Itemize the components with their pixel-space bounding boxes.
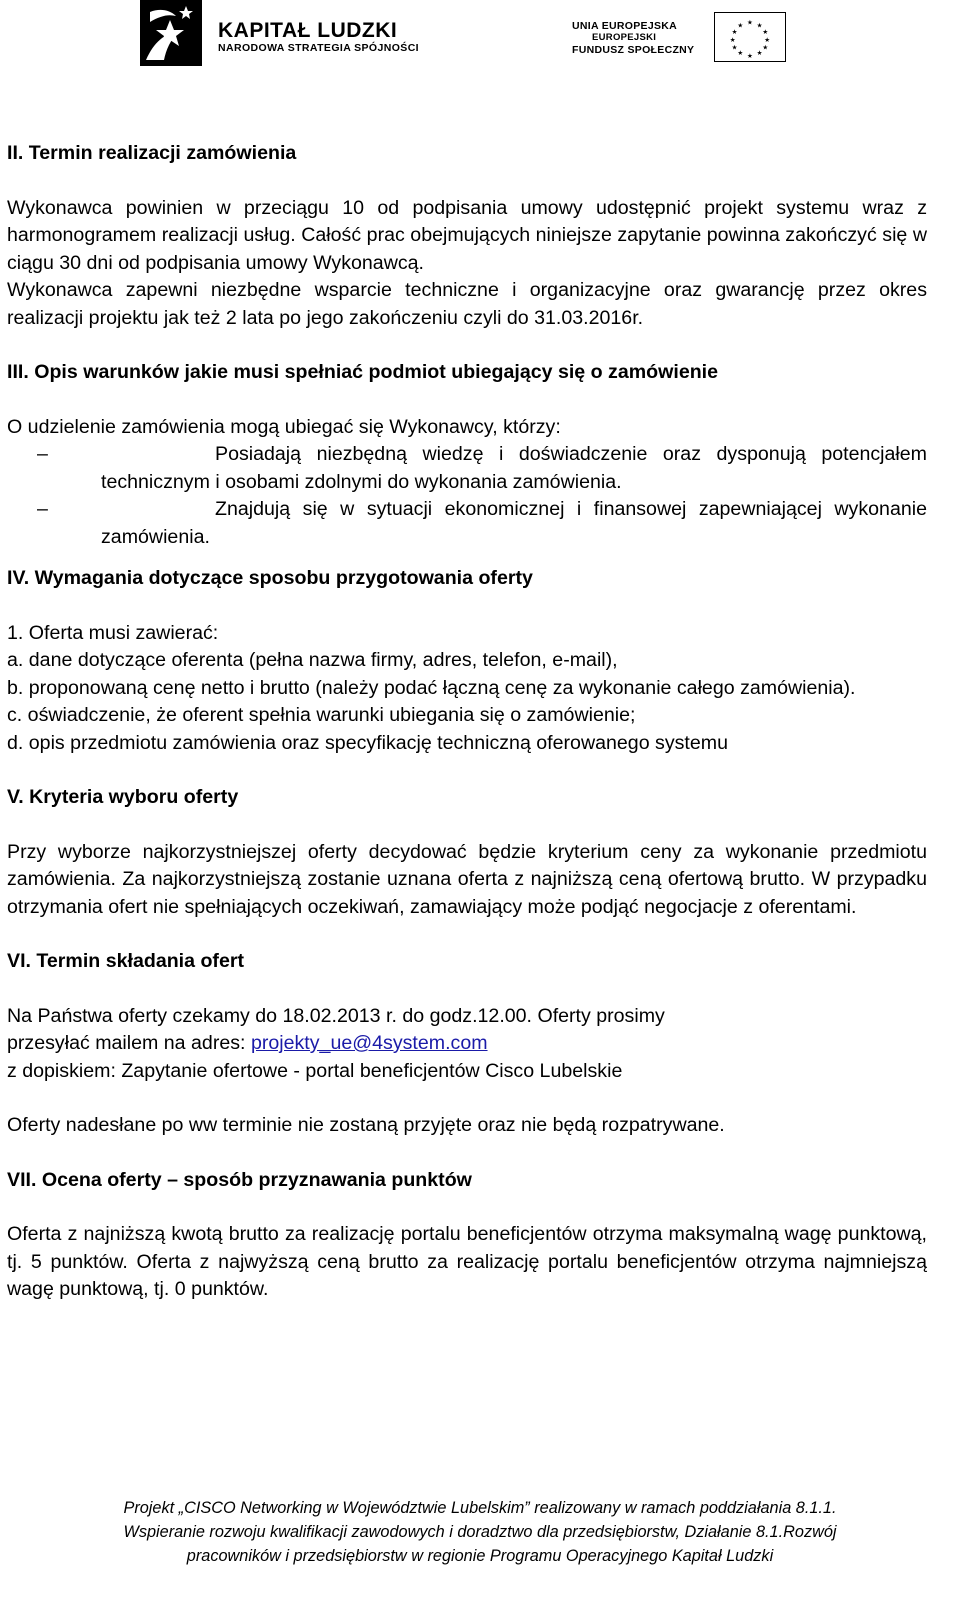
footer-line-1: Projekt „CISCO Networking w Województwie Lubelskim” realizowany w ramach poddziałania 8.1.1.: [123, 1499, 837, 1517]
svg-text:★: ★: [762, 29, 769, 37]
page-header: [0, 0, 960, 80]
footer-line-3: pracowników i przedsiębiorstw w regionie Programu Operacyjnego Kapitał Ludzki: [186, 1547, 774, 1565]
email-link[interactable]: projekty_ue@4system.com: [250, 1032, 488, 1054]
section-4-intro: 1. Oferta musi zawierać:: [7, 621, 219, 644]
section-3-intro: O udzielenie zamówienia mogą ubiegać się Wykonawcy, którzy:: [7, 415, 561, 438]
section-4-heading: IV. Wymagania dotyczące sposobu przygotowania oferty: [7, 567, 533, 589]
svg-text:★: ★: [764, 36, 771, 44]
kapital-ludzki-emblem-icon: [140, 0, 202, 66]
section-2-paragraph-2: Wykonawca zapewni niezbędne wsparcie techniczne i organizacyjne oraz gwarancję przez okres realizacji projektu jak też 2 lata po jego zakończeniu czyli do 31.03.2016r.: [7, 279, 927, 329]
list-item: a. dane dotyczące oferenta (pełna nazwa firmy, adres, telefon, e-mail),: [7, 649, 618, 671]
section-7-heading: VII. Ocena oferty – sposób przyznawania punktów: [7, 1168, 472, 1191]
eu-logo: [572, 12, 852, 68]
list-item: [7, 441, 927, 496]
eu-flag-icon: [714, 12, 786, 62]
section-5-paragraph: Przy wyborze najkorzystniejszej oferty decydować będzie kryterium ceny za wykonanie przedmiotu zamówienia. Za najkorzystniejszą zostanie uznana oferta z najniższą ceną ofertową brutto. W przypadku otrzymania ofert nie spełniających oczekiwań, zamawiający może podjąć negocjacje z oferentami.: [7, 840, 927, 918]
footer-line-2: Wspieranie rozwoju kwalifikacji zawodowych i doradztwo dla przedsiębiorstw, Działanie 8.1.Rozwój: [123, 1523, 837, 1541]
svg-text:★: ★: [756, 22, 763, 30]
section-3-heading: III. Opis warunków jakie musi spełniać podmiot ubiegający się o zamówienie: [7, 361, 719, 383]
logo-title: KAPITAŁ LUDZKI: [218, 19, 398, 42]
list-item: b. proponowaną cenę netto i brutto (należy podać łączną cenę za wykonanie całego zamówienia).: [7, 676, 856, 699]
eu-logo-line3: FUNDUSZ SPOŁECZNY: [572, 44, 695, 56]
dash-bullet: –: [37, 443, 48, 465]
section-7-paragraph: Oferta z najniższą kwotą brutto za realizację portalu beneficjentów otrzyma maksymalną wagę punktową, tj. 5 punktów. Oferta z najwyższą ceną brutto za realizację portalu beneficjentów otrzyma najmniejszą wagę punktową, tj. 0 punktów.: [7, 1223, 927, 1300]
list-item-text: Posiadają niezbędną wiedzę i doświadczenie oraz dysponują potencjałem technicznym i osobami zdolnymi do wykonania zamówienia.: [101, 443, 927, 493]
section-6-paragraph-2: Oferty nadesłane po ww terminie nie zostaną przyjęte oraz nie będą rozpatrywane.: [7, 1114, 725, 1136]
svg-text:★: ★: [731, 44, 738, 52]
section-6-line-1: Na Państwa oferty czekamy do 18.02.2013 r. do godz.12.00. Oferty prosimy: [7, 1004, 665, 1027]
section-2-paragraph-1: Wykonawca powinien w przeciągu 10 od podpisania umowy udostępnić projekt systemu wraz z harmonogramem realizacji usług. Całość prac obejmujących niniejsze zapytanie powinna zakończyć się w ciągu 30 dni od podpisania umowy Wykonawcą.: [7, 196, 927, 274]
eu-logo-line2: EUROPEJSKI: [592, 32, 657, 43]
list-item: c. oświadczenie, że oferent spełnia warunki ubiegania się o zamówienie;: [7, 704, 636, 726]
section-5-heading: V. Kryteria wyboru oferty: [7, 786, 239, 808]
list-item: [7, 496, 927, 551]
svg-text:★: ★: [737, 22, 744, 30]
kapital-ludzki-logo: [140, 0, 460, 66]
section-6-heading: VI. Termin składania ofert: [7, 950, 245, 972]
svg-text:★: ★: [762, 44, 769, 52]
svg-text:★: ★: [746, 19, 754, 27]
svg-text:★: ★: [729, 36, 736, 44]
dash-bullet: –: [37, 498, 48, 520]
section-2-heading: II. Termin realizacji zamówienia: [7, 142, 297, 164]
document-body: [7, 140, 927, 1304]
page-footer: [0, 1496, 960, 1568]
section-6-line-2: [7, 1030, 927, 1058]
logo-subtitle: NARODOWA STRATEGIA SPÓJNOŚCI: [218, 42, 419, 54]
svg-text:★: ★: [731, 29, 738, 37]
section-6-line-3: z dopiskiem: Zapytanie ofertowe - portal beneficjentów Cisco Lubelskie: [7, 1059, 623, 1082]
eu-logo-line1: UNIA EUROPEJSKA: [572, 20, 678, 32]
list-item: d. opis przedmiotu zamówienia oraz specyfikację techniczną oferowanego systemu: [7, 731, 728, 754]
list-item-text: Znajdują się w sytuacji ekonomicznej i finansowej zapewniającej wykonanie zamówienia.: [101, 498, 927, 548]
svg-text:★: ★: [746, 53, 754, 61]
svg-text:★: ★: [756, 50, 763, 58]
email-prefix: przesyłać mailem na adres:: [7, 1032, 251, 1054]
svg-text:★: ★: [737, 50, 744, 58]
